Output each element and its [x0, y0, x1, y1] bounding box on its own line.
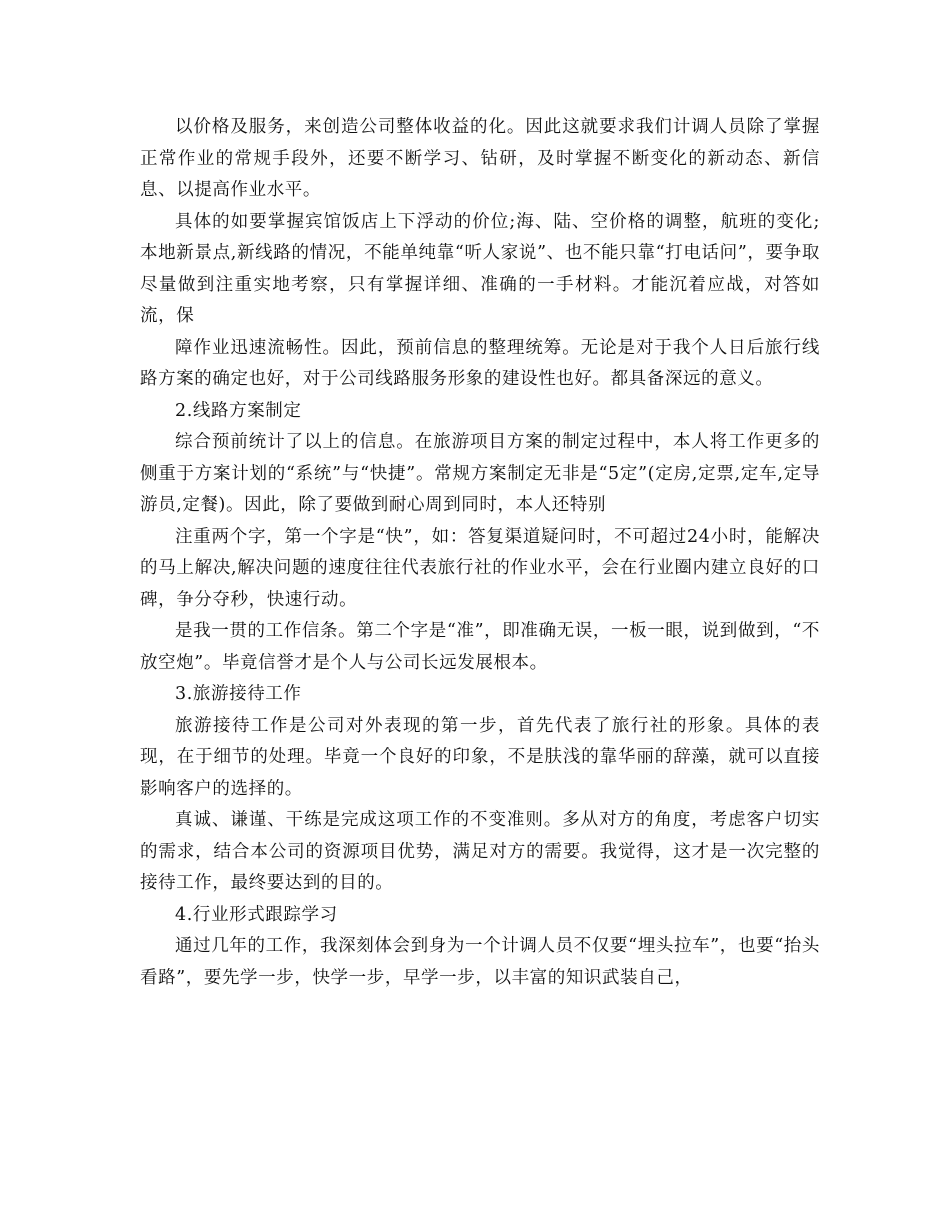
paragraph: 是我一贯的工作信条。第二个字是“准”，即准确无误，一板一眼，说到做到，“不放空炮”。毕竟信誉才是个人与公司长远发展根本。: [140, 621, 820, 673]
section-heading: 3.旅游接待工作: [175, 684, 302, 704]
paragraph: 注重两个字，第一个字是“快”，如：答复渠道疑问时，不可超过24小时，能解决的马上解决,解决问题的速度往往代表旅行社的作业水平，会在行业圈内建立良好的口碑，争分夺秒，快速行动。: [140, 526, 820, 610]
paragraph: 真诚、谦谨、干练是完成这项工作的不变准则。多从对方的角度，考虑客户切实的需求，结合本公司的资源项目优势，满足对方的需要。我觉得，这才是一次完整的接待工作，最终要达到的目的。: [140, 810, 820, 893]
paragraph: 综合预前统计了以上的信息。在旅游项目方案的制定过程中，本人将工作更多的侧重于方案计划的“系统”与“快捷”。常规方案制定无非是“5定”(定房,定票,定车,定导游员,定餐)。因此，除了要做到耐心周到同时，本人还特别: [140, 432, 820, 515]
paragraph: 旅游接待工作是公司对外表现的第一步，首先代表了旅行社的形象。具体的表现，在于细节的处理。毕竟一个良好的印象，不是肤浅的靠华丽的辞藻，就可以直接影响客户的选择的。: [140, 715, 820, 799]
paragraph: 以价格及服务，来创造公司整体收益的化。因此这就要求我们计调人员除了掌握正常作业的常规手段外，还要不断学习、钻研，及时掌握不断变化的新动态、新信息、以提高作业水平。: [140, 117, 820, 200]
section-heading: 2.线路方案制定: [175, 400, 302, 421]
document-body: [140, 112, 820, 994]
paragraph: 障作业迅速流畅性。因此，预前信息的整理统筹。无论是对于我个人日后旅行线路方案的确定也好，对于公司线路服务形象的建设性也好。都具备深远的意义。: [140, 337, 820, 389]
section-heading: 4.行业形式跟踪学习: [175, 904, 338, 925]
paragraph: 通过几年的工作，我深刻体会到身为一个计调人员不仅要“埋头拉车”，也要“抬头看路”，要先学一步，快学一步，早学一步，以丰富的知识武装自己，: [140, 936, 820, 988]
paragraph: 具体的如要掌握宾馆饭店上下浮动的价位;海、陆、空价格的调整，航班的变化;本地新景点,新线路的情况，不能单纯靠“听人家说”、也不能只靠“打电话问”，要争取尽量做到注重实地考察，只有掌握详细、准确的一手材料。才能沉着应战，对答如流，保: [140, 211, 820, 326]
